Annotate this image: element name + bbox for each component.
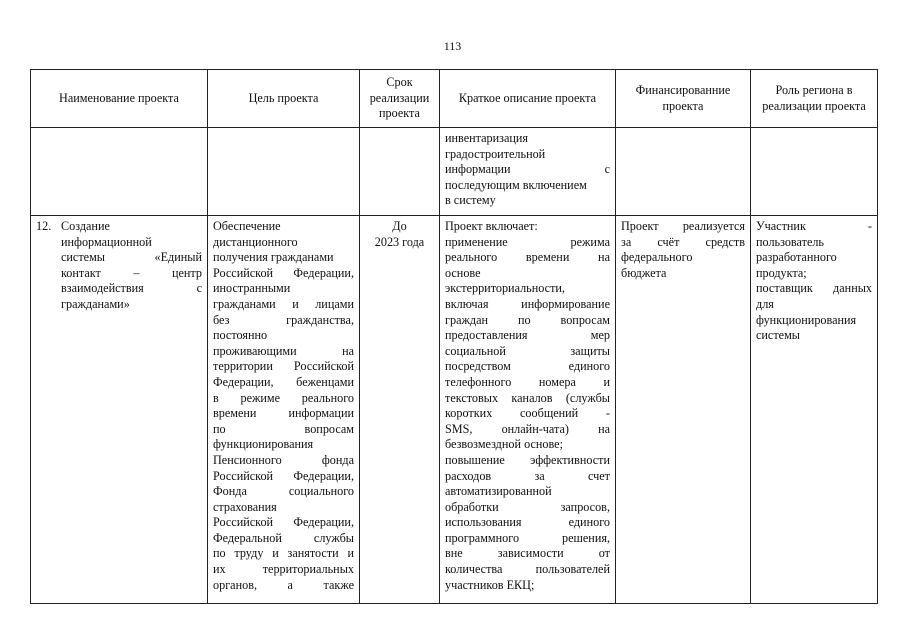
cell-text-line: основе — [445, 265, 481, 280]
cell-text-line: для — [756, 296, 774, 311]
cell-role-empty — [751, 128, 878, 216]
cell-text-line: включая информирование — [445, 296, 610, 311]
cell-goal-empty — [208, 128, 360, 216]
cell-text-line: постоянно — [213, 328, 268, 343]
cell-text-line: Создание — [61, 219, 110, 233]
cell-name — [31, 216, 208, 604]
cell-text-line: по труду и занятости и — [213, 546, 354, 561]
cell-goal — [208, 216, 360, 604]
cell-text-line: без гражданства, — [213, 312, 354, 327]
cell-text-line: Обеспечение — [213, 219, 281, 233]
cell-text-line: Федерации, беженцами — [213, 374, 354, 389]
cell-text-line: взаимодействия с — [61, 281, 202, 296]
cell-text-line: получения гражданами — [213, 250, 334, 265]
cell-text-line: телефонного номера и — [445, 374, 610, 389]
cell-text-line: Российской Федерации, — [213, 515, 354, 530]
cell-text-line: граждан по вопросам — [445, 312, 610, 327]
cell-text-line: информации с — [445, 162, 610, 177]
cell-text-line: функционирования — [213, 437, 314, 452]
cell-text-line: бюджета — [621, 265, 667, 280]
cell-text-line: гражданами» — [61, 296, 130, 311]
cell-text-line: по вопросам — [213, 421, 354, 436]
cell-text-line: страхования — [213, 499, 277, 514]
cell-deadline — [360, 216, 440, 604]
cell-text-line: безвозмездной основе; — [445, 437, 563, 452]
cell-text-line: Федеральной службы — [213, 530, 354, 545]
cell-text-line: Российской Федерации, — [213, 468, 354, 483]
cell-text-line: 2023 года — [374, 234, 425, 249]
cell-text-line: использования единого — [445, 515, 610, 530]
header-project-deadline: Срок реализации проекта — [360, 70, 440, 128]
cell-description — [440, 216, 616, 604]
cell-text-line: коротких сообщений - — [445, 406, 610, 421]
header-project-goal: Цель проекта — [208, 70, 360, 128]
cell-name-empty — [31, 128, 208, 216]
projects-table — [30, 69, 878, 604]
cell-text-line: системы — [756, 328, 800, 343]
cell-text-line: дистанционного — [213, 234, 298, 249]
header-project-name: Наименование проекта — [31, 70, 208, 128]
cell-text-line: программного решения, — [445, 530, 610, 545]
cell-text-line: их территориальных — [213, 562, 354, 577]
cell-text-line: реального времени на — [445, 250, 610, 265]
cell-text-line: участников ЕКЦ; — [445, 577, 535, 592]
cell-text-line: разработанного — [756, 250, 837, 265]
table-row-project-12 — [31, 216, 878, 604]
cell-text-line: Проект включает: — [445, 219, 538, 233]
cell-text-line: количества пользователей — [445, 562, 610, 577]
cell-text-line: за счёт средств — [621, 234, 745, 249]
cell-financing-empty — [616, 128, 751, 216]
cell-text-line: предоставления мер — [445, 328, 610, 343]
cell-text-line: социальной защиты — [445, 343, 610, 358]
header-project-financing: Финансированние проекта — [616, 70, 751, 128]
cell-text-line: применение режима — [445, 234, 610, 249]
cell-text-line: SMS, онлайн-чата) на — [445, 421, 610, 436]
table-header-row — [31, 70, 878, 128]
cell-text-line: последующим включением — [445, 177, 587, 192]
cell-text-line: Фонда социального — [213, 484, 354, 499]
cell-text-line: проживающими на — [213, 343, 354, 358]
cell-text-line: текстовых каналов (службы — [445, 390, 610, 405]
cell-text-line: обработки запросов, — [445, 499, 610, 514]
cell-text-line: Участник - — [756, 219, 872, 233]
cell-text-line: федерального — [621, 250, 693, 265]
header-region-role: Роль региона в реализации проекта — [751, 70, 878, 128]
cell-text-line: времени информации — [213, 406, 354, 421]
cell-text-line: Российской Федерации, — [213, 265, 354, 280]
cell-text-line: расходов за счет — [445, 468, 610, 483]
page-number: 113 — [443, 39, 462, 53]
table-row-continuation — [31, 128, 878, 216]
cell-text-line: контакт – центр — [61, 265, 202, 280]
cell-text-line: в режиме реального — [213, 390, 354, 405]
cell-text-line: посредством единого — [445, 359, 610, 374]
cell-text-line: системы «Единый — [61, 250, 202, 265]
header-project-description: Краткое описание проекта — [440, 70, 616, 128]
cell-text-line: инвентаризация — [445, 131, 529, 145]
row-number: 12. — [36, 219, 52, 233]
cell-text-line: Проект реализуется — [621, 219, 745, 233]
cell-text-line: поставщик данных — [756, 281, 872, 296]
cell-text-line: иностранными — [213, 281, 291, 296]
cell-text-line: территории Российской — [213, 359, 354, 374]
cell-text-line: гражданами и лицами — [213, 296, 354, 311]
cell-text-line: вне зависимости от — [445, 546, 610, 561]
cell-role — [751, 216, 878, 604]
cell-text-line: информационной — [61, 234, 152, 249]
cell-text-line: пользователь — [756, 234, 824, 249]
cell-text-line: экстерриториальности, — [445, 281, 565, 296]
cell-text-line: Пенсионного фонда — [213, 452, 354, 467]
cell-deadline-empty — [360, 128, 440, 216]
cell-text-line: градостроительной — [445, 146, 546, 161]
cell-text-line: повышение эффективности — [445, 452, 610, 467]
cell-text-line: в систему — [445, 193, 496, 208]
cell-text-line: функционирования — [756, 312, 857, 327]
cell-text-line: автоматизированной — [445, 484, 552, 499]
cell-description — [440, 128, 616, 216]
cell-text-line: органов, а также — [213, 577, 354, 592]
cell-financing — [616, 216, 751, 604]
cell-text-line: продукта; — [756, 265, 807, 280]
cell-text-line: До — [392, 219, 407, 233]
